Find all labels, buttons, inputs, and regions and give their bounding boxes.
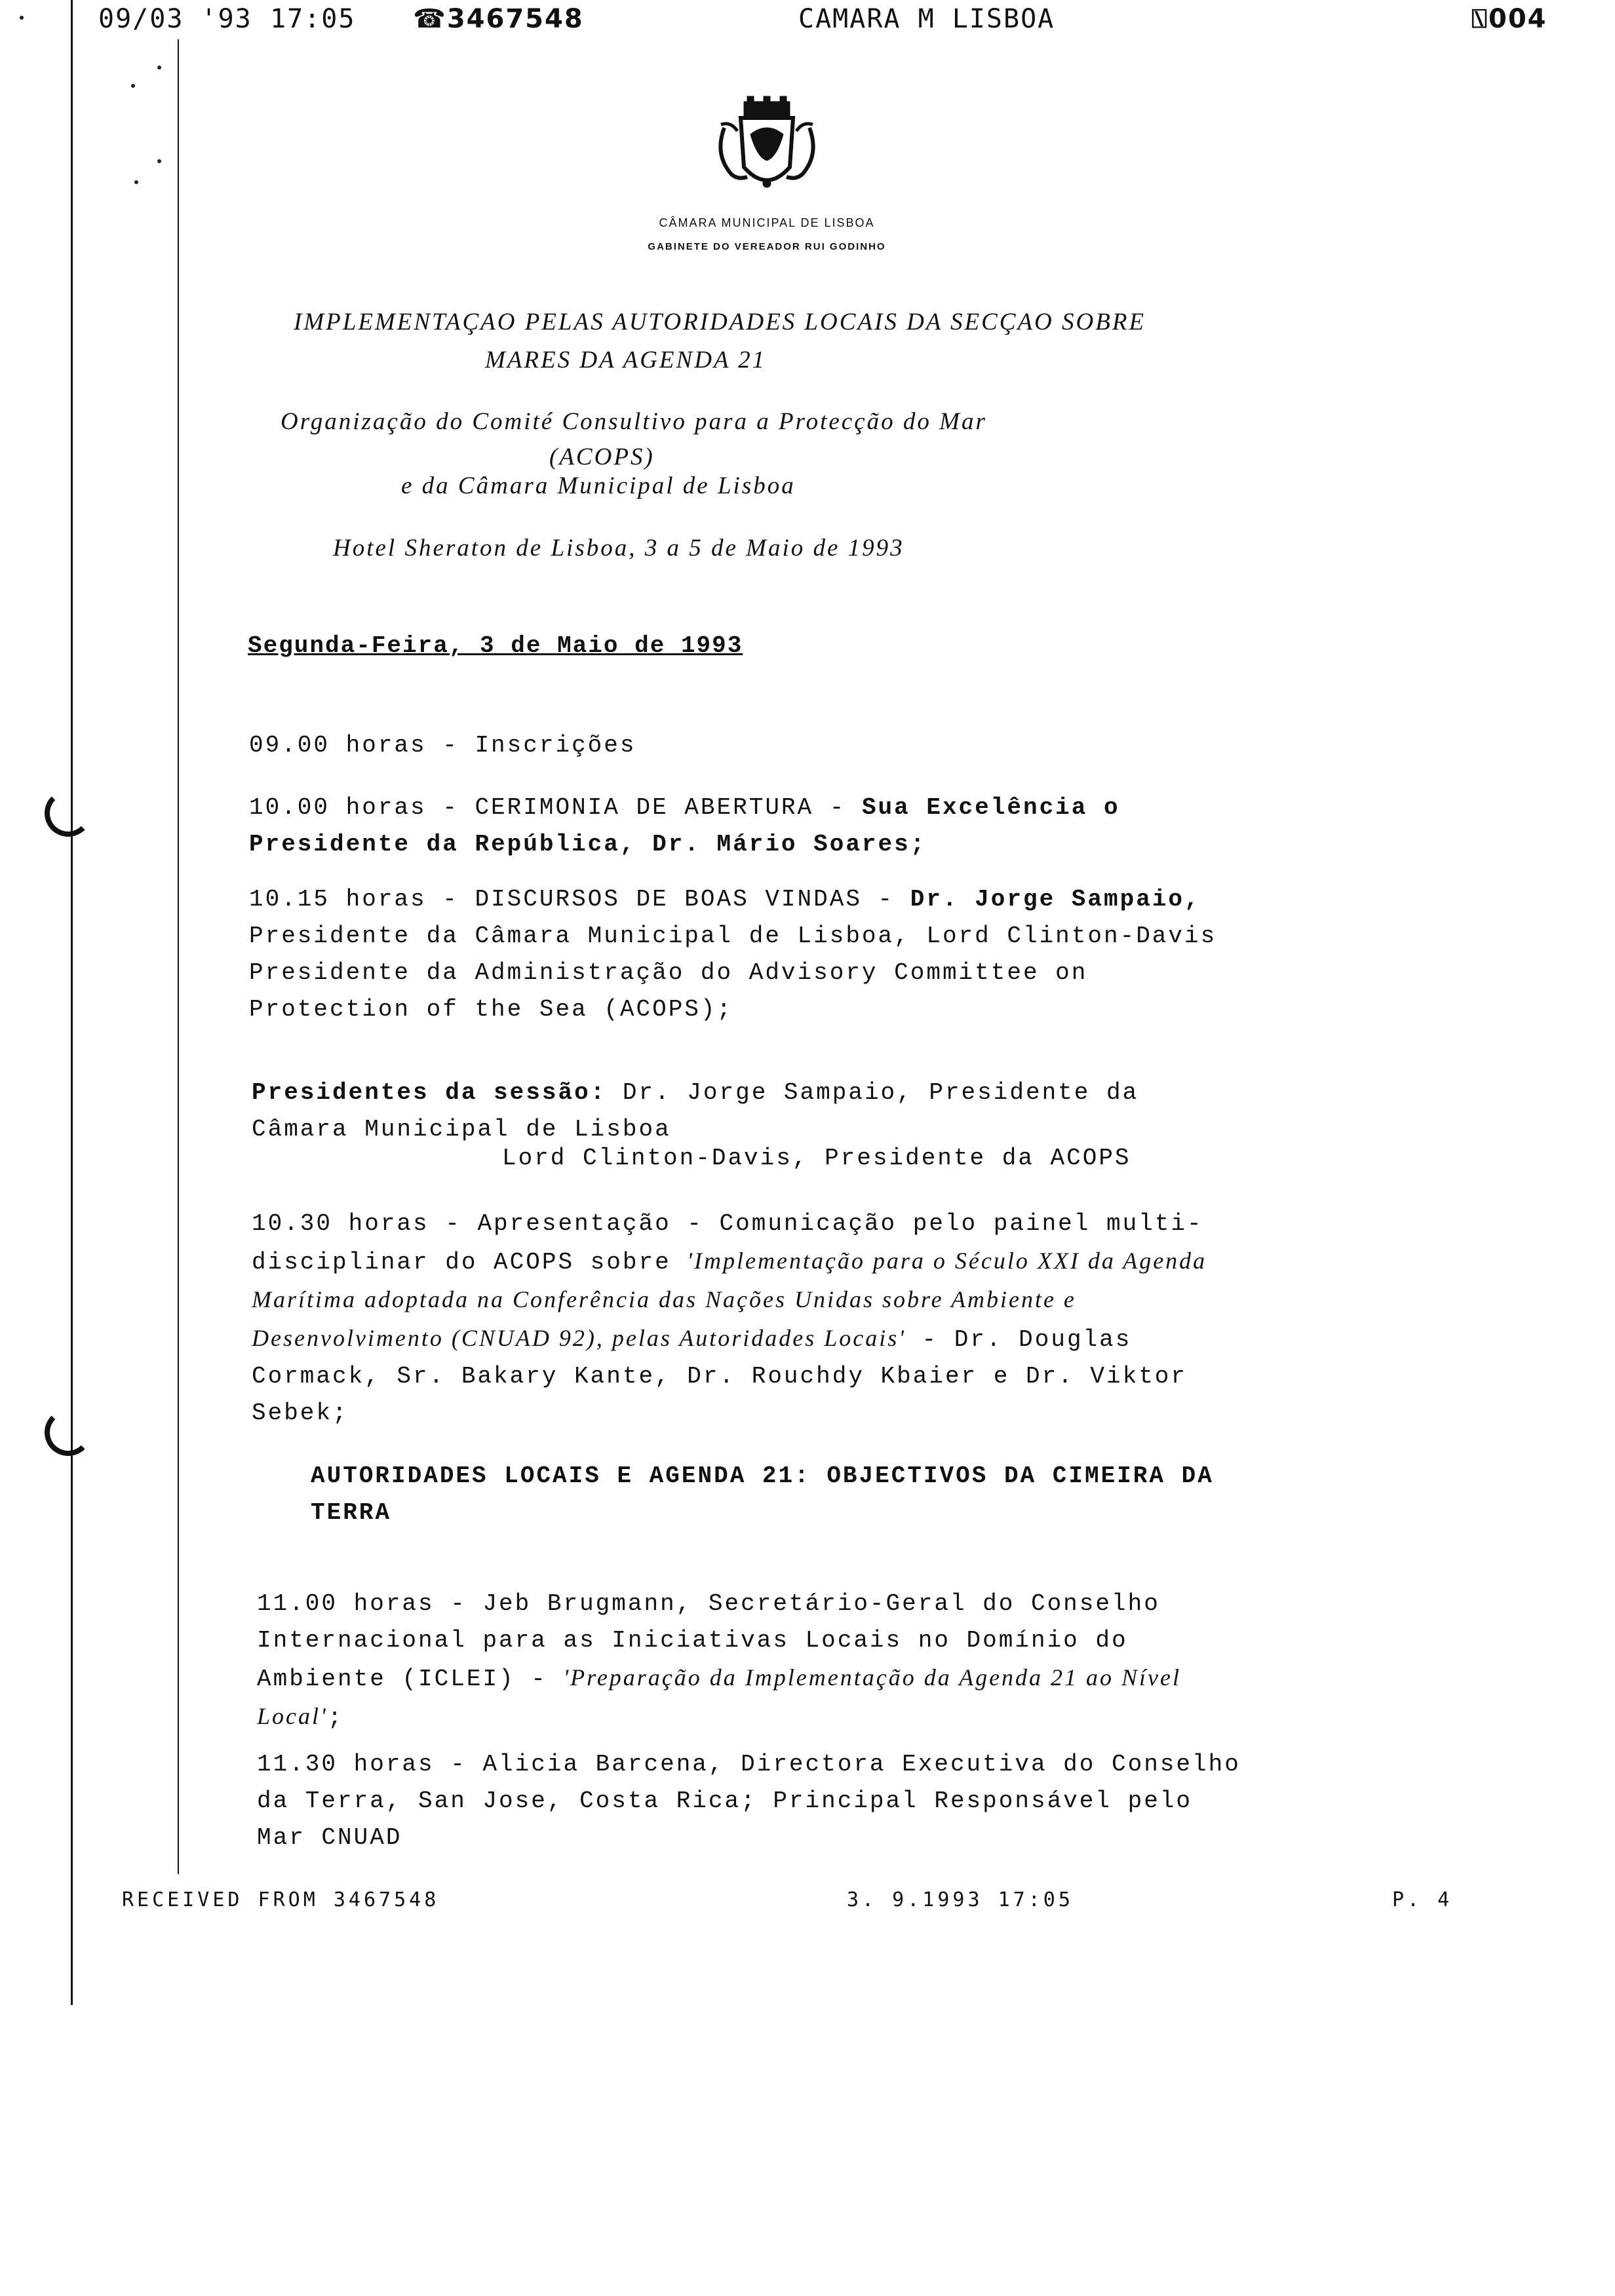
venue-line: Hotel Sheraton de Lisboa, 3 a 5 de Maio de 1993 (333, 535, 905, 562)
session-presidents-line1: Dr. Jorge Sampaio, Presidente da Câmara Municipal de Lisboa (252, 1079, 1139, 1143)
scan-speck (20, 16, 24, 20)
entry-1015-time-label: 10.15 horas - DISCURSOS DE BOAS VINDAS - (249, 886, 910, 913)
entry-1000-time-label: 10.00 horas - CERIMONIA DE ABERTURA - (249, 794, 862, 821)
scan-speck (134, 180, 138, 184)
footer-received-from: RECEIVED FROM 3467548 (122, 1888, 440, 1911)
entry-1030-title: 'Implementação para o Século XXI da Agenda Marítima adoptada na Conferência das Nações Unidas sobre Ambiente e Desenvolvimento (CNUAD 92), pelas Autoridades Locais' (252, 1248, 1207, 1351)
entry-1130: 11.30 horas - Alicia Barcena, Directora Executiva do Conselho da Terra, San Jose, Costa Rica; Principal Responsável pelo Mar CNUAD (257, 1751, 1241, 1851)
entry-1030-time-label: 10.30 horas - Apresentação - Comunicação pelo painel multi-disciplinar do ACOPS sobre (252, 1210, 1203, 1276)
entry-1015 (249, 881, 1245, 1028)
footer-datetime: 3. 9.1993 17:05 (847, 1888, 1074, 1911)
entry-1100 (257, 1586, 1253, 1736)
letterhead-council: CÂMARA MUNICIPAL DE LISBOA (659, 216, 875, 229)
entry-1100-detail: 11.00 horas - Jeb Brugmann, Secretário-Geral do Conselho Internacional para as Iniciativas Locais no Domínio do Ambiente (ICLEI) - (257, 1590, 1160, 1693)
entry-1030 (252, 1206, 1248, 1432)
letterhead-office: GABINETE DO VEREADOR RUI GODINHO (648, 241, 886, 252)
fax-margin-line (71, 0, 73, 2005)
scan-speck (157, 159, 161, 163)
section-heading: AUTORIDADES LOCAIS E AGENDA 21: OBJECTIVOS DA CIMEIRA DA TERRA (311, 1463, 1214, 1526)
footer-page-number: P. 4 (1392, 1888, 1453, 1911)
title-line-2: MARES DA AGENDA 21 (485, 347, 767, 373)
entry-0900: 09.00 horas - Inscrições (249, 732, 636, 759)
organization-line-1: Organização do Comité Consultivo para a Protecção do Mar (281, 408, 987, 435)
day-heading: Segunda-Feira, 3 de Maio de 1993 (248, 632, 743, 659)
organization-line-2: (ACOPS) (549, 444, 655, 470)
fax-sender: CAMARA M LISBOA (798, 4, 1055, 34)
scan-speck (131, 84, 135, 88)
scan-speck (157, 66, 161, 69)
fax-margin-line-inner (178, 39, 179, 1874)
punch-hole-top (45, 790, 92, 837)
entry-1000 (249, 790, 1245, 863)
entry-1030-speakers: - Dr. Douglas Cormack, Sr. Bakary Kante, Dr. Rouchdy Kbaier e Dr. Viktor Sebek; (252, 1326, 1188, 1426)
fax-page-mark: ⍂004 (1471, 4, 1547, 34)
session-presidents-line2: Lord Clinton-Davis, Presidente da ACOPS (502, 1145, 1131, 1172)
session-presidents (252, 1075, 1248, 1148)
entry-1100-end: ; (327, 1704, 344, 1731)
fax-time: 17:05 (270, 4, 356, 34)
fax-date: 09/03 '93 (98, 4, 252, 34)
title-line-1: IMPLEMENTAÇAO PELAS AUTORIDADES LOCAIS DA SECÇAO SOBRE (294, 309, 1146, 335)
session-presidents-label: Presidentes da sessão: (252, 1079, 607, 1106)
entry-1000-detail: Sua Excelência o Presidente da República, Dr. Mário Soares; (249, 794, 1120, 858)
organization-line-3: e da Câmara Municipal de Lisboa (401, 472, 796, 499)
fax-phone: ☎3467548 (413, 4, 584, 34)
punch-hole-bottom (45, 1409, 92, 1456)
entry-1015-speaker: Dr. Jorge Sampaio, (910, 886, 1201, 913)
lisbon-coat-of-arms-logo (711, 95, 823, 206)
entry-1015-detail: Presidente da Câmara Municipal de Lisboa, Lord Clinton-Davis Presidente da Administração do Advisory Committee on Protection of the Sea (ACOPS); (249, 923, 1217, 1023)
entry-1100-title: 'Preparação da Implementação da Agenda 21 ao Nível Local' (257, 1664, 1182, 1729)
